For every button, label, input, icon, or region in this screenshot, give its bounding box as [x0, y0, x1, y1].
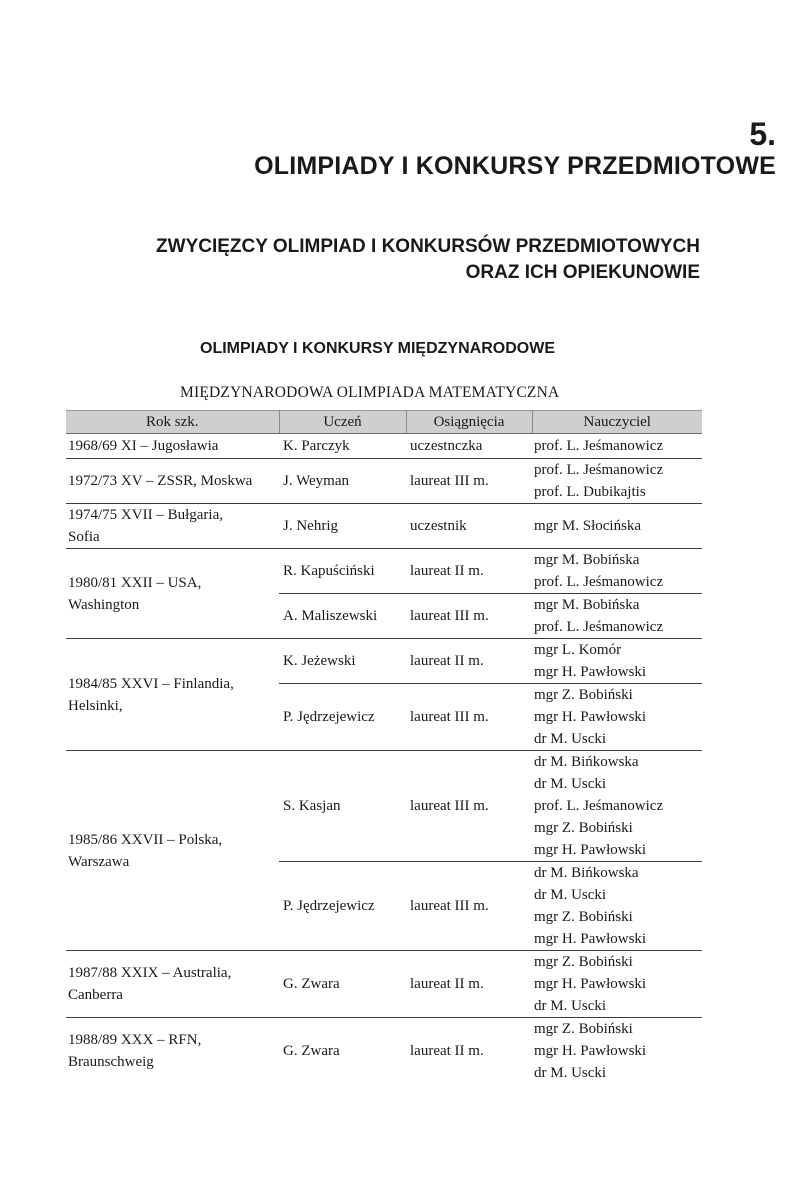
- cell-nauczyciel: [532, 684, 702, 751]
- results-table-wrapper: [66, 410, 702, 1084]
- rok-line: Canberra: [68, 987, 123, 1003]
- subsection-title: OLIMPIADY I KONKURSY MIĘDZYNARODOWE: [200, 340, 555, 357]
- cell-nauczyciel: [532, 751, 702, 862]
- table-row: [66, 1018, 702, 1085]
- cell-uczen: P. Jędrzejewicz: [279, 684, 406, 751]
- cell-osiagniecia: laureat II m.: [406, 951, 532, 1018]
- cell-nauczyciel: [532, 504, 702, 549]
- cell-osiagniecia: laureat III m.: [406, 751, 532, 862]
- results-table: [66, 410, 702, 1084]
- cell-uczen: J. Weyman: [279, 459, 406, 504]
- header-nauczyciel: Nauczyciel: [532, 411, 702, 434]
- cell-uczen: R. Kapuściński: [279, 549, 406, 594]
- teacher-line: mgr Z. Bobiński: [534, 820, 633, 836]
- teacher-line: mgr Z. Bobiński: [534, 954, 633, 970]
- cell-osiagniecia: laureat II m.: [406, 549, 532, 594]
- cell-uczen: K. Parczyk: [279, 434, 406, 459]
- cell-rok: [66, 434, 279, 459]
- chapter-title: OLIMPIADY I KONKURSY PRZEDMIOTOWE: [254, 152, 776, 180]
- teacher-line: prof. L. Jeśmanowicz: [534, 438, 664, 454]
- rok-line: 1985/86 XXVII – Polska,: [68, 831, 223, 848]
- rok-line: 1968/69 XI – Jugosławia: [68, 438, 219, 454]
- table-row: [66, 504, 702, 549]
- cell-uczen: S. Kasjan: [279, 751, 406, 862]
- rok-line: Braunschweig: [68, 1054, 154, 1070]
- cell-nauczyciel: [532, 434, 702, 459]
- teacher-line: mgr H. Pawłowski: [534, 709, 647, 725]
- teacher-line: dr M. Uscki: [534, 887, 607, 903]
- table-row: [66, 434, 702, 459]
- cell-uczen: G. Zwara: [279, 951, 406, 1018]
- cell-uczen: J. Nehrig: [279, 504, 406, 549]
- teacher-line: dr M. Bińkowska: [534, 754, 639, 770]
- cell-uczen: A. Maliszewski: [279, 594, 406, 639]
- cell-nauczyciel: [532, 862, 702, 951]
- header-osiagniecia: Osiągnięcia: [406, 411, 532, 434]
- teacher-line: mgr Z. Bobiński: [534, 909, 633, 925]
- teacher-line: mgr M. Bobińska: [534, 552, 640, 568]
- teacher-line: mgr H. Pawłowski: [534, 976, 647, 992]
- teacher-line: mgr M. Bobińska: [534, 597, 640, 613]
- teacher-line: dr M. Uscki: [534, 998, 607, 1014]
- teacher-line: dr M. Bińkowska: [534, 865, 639, 881]
- teacher-line: dr M. Uscki: [534, 776, 607, 792]
- rok-line: Washington: [68, 596, 140, 613]
- teacher-line: mgr L. Komór: [534, 642, 622, 658]
- teacher-line: dr M. Uscki: [534, 1065, 607, 1081]
- teacher-line: mgr H. Pawłowski: [534, 1043, 647, 1059]
- teacher-line: prof. L. Jeśmanowicz: [534, 462, 664, 478]
- teacher-line: mgr Z. Bobiński: [534, 687, 633, 703]
- table-row: [66, 459, 702, 504]
- table-caption: MIĘDZYNARODOWA OLIMPIADA MATEMATYCZNA: [180, 384, 560, 401]
- cell-nauczyciel: [532, 639, 702, 684]
- teacher-line: prof. L. Jeśmanowicz: [534, 619, 664, 635]
- chapter-number: 5.: [749, 116, 776, 152]
- cell-nauczyciel: [532, 459, 702, 504]
- cell-rok: [66, 951, 279, 1018]
- teacher-line: prof. L. Dubikajtis: [534, 484, 646, 500]
- cell-uczen: K. Jeżewski: [279, 639, 406, 684]
- header-rok: Rok szk.: [66, 411, 279, 434]
- rok-line: 1980/81 XXII – USA,: [68, 574, 202, 591]
- cell-rok: [66, 459, 279, 504]
- teacher-line: mgr M. Słocińska: [534, 518, 642, 534]
- cell-nauczyciel: [532, 549, 702, 594]
- teacher-line: mgr H. Pawłowski: [534, 931, 647, 947]
- teacher-line: prof. L. Jeśmanowicz: [534, 574, 664, 590]
- teacher-line: mgr H. Pawłowski: [534, 842, 647, 858]
- teacher-line: dr M. Uscki: [534, 731, 607, 747]
- cell-nauczyciel: [532, 594, 702, 639]
- teacher-line: prof. L. Jeśmanowicz: [534, 798, 664, 814]
- rok-line: 1974/75 XVII – Bułgaria,: [68, 507, 223, 523]
- cell-osiagniecia: laureat III m.: [406, 594, 532, 639]
- cell-osiagniecia: laureat III m.: [406, 684, 532, 751]
- cell-nauczyciel: [532, 951, 702, 1018]
- cell-rok: [66, 751, 279, 951]
- cell-osiagniecia: uczestnczka: [406, 434, 532, 459]
- section-title: [156, 234, 700, 286]
- cell-nauczyciel: [532, 1018, 702, 1085]
- rok-line: Warszawa: [68, 853, 130, 870]
- rok-line: Sofia: [68, 529, 100, 545]
- section-title-line-2: ORAZ ICH OPIEKUNOWIE: [465, 262, 700, 283]
- section-title-line-1: ZWYCIĘZCY OLIMPIAD I KONKURSÓW PRZEDMIOTOWYCH: [156, 236, 700, 257]
- rok-line: 1987/88 XXIX – Australia,: [68, 965, 232, 981]
- table-header-row: [66, 411, 702, 434]
- cell-osiagniecia: laureat II m.: [410, 1043, 484, 1059]
- rok-line: Helsinki,: [68, 697, 123, 714]
- cell-uczen: P. Jędrzejewicz: [279, 862, 406, 951]
- rok-line: 1988/89 XXX – RFN,: [68, 1032, 202, 1048]
- rok-line: 1972/73 XV – ZSSR, Moskwa: [68, 473, 253, 489]
- table-row: [66, 751, 702, 862]
- cell-uczen: G. Zwara: [283, 1043, 340, 1059]
- header-uczen: Uczeń: [279, 411, 406, 434]
- teacher-line: mgr H. Pawłowski: [534, 664, 647, 680]
- table-row: [66, 639, 702, 684]
- cell-rok: [66, 549, 279, 639]
- table-row: [66, 549, 702, 594]
- cell-osiagniecia: uczestnik: [406, 504, 532, 549]
- cell-osiagniecia: laureat III m.: [406, 459, 532, 504]
- teacher-line: mgr Z. Bobiński: [534, 1021, 633, 1037]
- table-row: [66, 951, 702, 1018]
- cell-osiagniecia: laureat III m.: [406, 862, 532, 951]
- cell-osiagniecia: laureat II m.: [406, 639, 532, 684]
- rok-line: 1984/85 XXVI – Finlandia,: [68, 675, 234, 692]
- cell-rok: [66, 1018, 279, 1085]
- cell-rok: [66, 639, 279, 751]
- cell-rok: [66, 504, 279, 549]
